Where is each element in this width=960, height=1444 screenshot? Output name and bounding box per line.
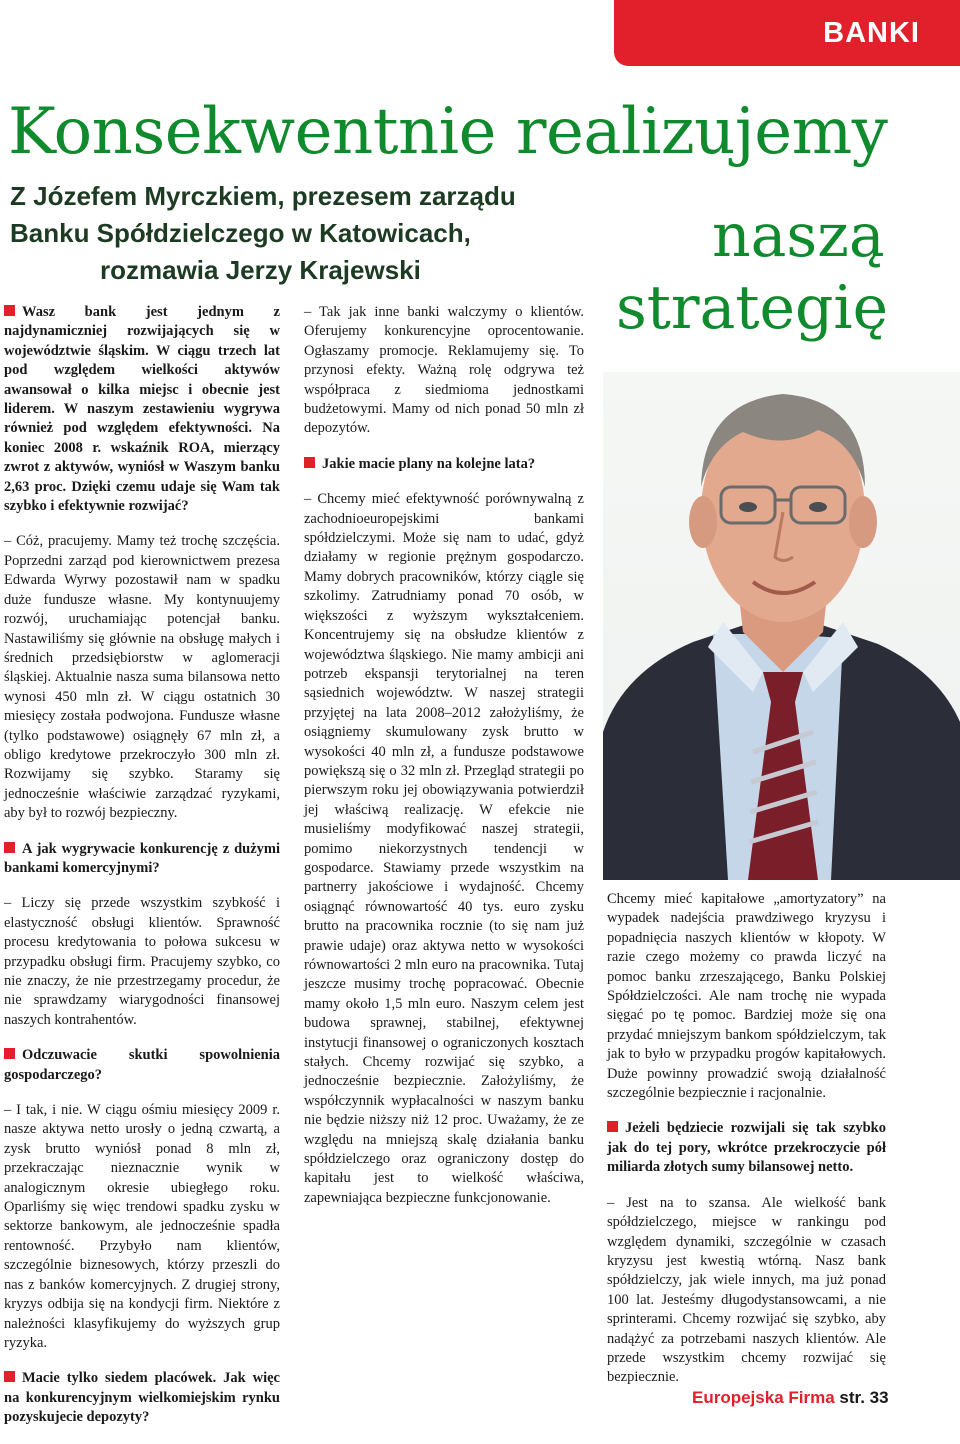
answer: – Tak jak inne banki walczymy o klientów. Oferujemy konkurencyjne oprocentowanie. Ogłaszamy promocje. Reklamujemy się. To przynosi efekty. Ważną rolę odgrywa też współpraca z siedmioma jednostkami budżetowymi. Mamy od nich ponad 50 mln zł depozytów. <box>304 304 584 437</box>
section-tab <box>614 0 960 66</box>
answer: Chcemy mieć kapitałowe „amortyzatory” na wypadek nadejścia prawdziwego kryzysu i popadnięcia naszych klientów w kłopoty. W razie czego możemy co prawda liczyć na pomoc banku zrzeszającego, Banku Polskiej Spółdzielczości. Ale nam trochę nie wypada sięgać po tę pomoc. Bardziej może się ona przydać mniejszym bankom spółdzielczym, tak jak to było w przypadku progów kapitałowych. Duże powinny prowadzić swoją działalność szczególnie bezpiecznie i racjonalnie. <box>607 891 886 1102</box>
article-column-3 <box>607 890 886 1404</box>
article-column-2 <box>304 303 584 1224</box>
headline-line-2: naszą <box>712 201 885 271</box>
answer: – Chcemy mieć efektywność porównywalną z zachodnioeuropejskimi bankami spółdzielczymi. Może się nam to udać, gdyż działamy w regionie prężnym gospodarczo. Mamy dobrych pracowników, którzy ciągle się szkolimy. Zatrudniamy ponad 70 osób, w większości z wyższym wykształceniem. Koncentrujemy się na obsłudze klientów z województwa śląskiego. Nie mamy ambicji ani potrzeb ekspansji terytorialnej na teren sąsiednich województw. W naszej strategii przyjętej na lata 2008–2012 założyliśmy, że osiągniemy skumulowany zysk brutto w wysokości 40 mln zł, a fundusze podstawowe powiększą się o 32 mln zł. Przegląd strategii po pierwszym roku jej obowiązywania potwierdził jej właściwą realizację. W efekcie nie musieliśmy modyfikować naszej strategii, pomimo niekorzystnych tendencji w gospodarce. Stawiamy przede wszystkim na partnerry jakościowe i wydajność. Chcemy osiągnąć równowartość 40 tys. euro zysku brutto na pracownika rocznie (to się nam już prawie udaje) oraz aktywa netto w wysokości równowartości 2 mln euro na pracownika. Tutaj jeszcze musimy trochę popracować. Obecnie mamy około 1,5 mln euro. Naszym celem jest budowa sprawnej, stabilnej, efektywnej instytucji finansowej o ograniczonych kosztach stałych. Chcemy rozwijać się szybko, a jednocześnie bezpiecznie. Założyliśmy, że współczynnik wypłacalności w naszym banku nie będzie niższy niż 12 proc. Uważamy, że ze względu na mniejszą skalę działania banku spółdzielczego oraz ograniczony dostęp do kapitału jest to wielkość właściwa, zapewniająca bezpieczne funkcjonowanie. <box>304 491 584 1206</box>
headline-line-3: strategię <box>616 273 889 343</box>
question-marker-icon <box>4 1371 15 1382</box>
section-label: BANKI <box>823 16 920 49</box>
question: Macie tylko siedem placówek. Jak więc na konkurencyjnym wielkomiejskim rynku pozyskujecie depozyty? <box>4 1370 280 1426</box>
question: Jeżeli będziecie rozwijali się tak szybko jak do tej pory, wkrótce przekroczycie pół miliarda złotych sumy bilansowej netto. <box>607 1120 886 1176</box>
question: Odczuwacie skutki spowolnienia gospodarczego? <box>4 1047 280 1083</box>
subhead-line-3: rozmawia Jerzy Krajewski <box>100 255 421 285</box>
question: Wasz bank jest jednym z najdynamiczniej rozwijających się w województwie śląskim. W ciągu trzech lat pod względem wielkości aktywów awansował o kilka miejsc i obecnie jest liderem. W naszym zestawieniu wygrywa również pod względem efektywności. Na koniec 2008 r. wskaźnik ROA, mierzący zwrot z aktywów, wyniósł w Waszym banku 2,63 proc. Dzięki czemu udaje się Wam tak szybko i efektywnie rozwijać? <box>4 304 280 515</box>
portrait-illustration <box>603 372 960 880</box>
question-marker-icon <box>4 842 15 853</box>
page-number: str. 33 <box>839 1388 889 1407</box>
page-footer <box>692 1388 889 1408</box>
answer: – Jest na to szansa. Ale wielkość bank spółdzielczego, miejsce w rankingu pod względem dynamiki, szczególnie w czasach kryzysu jest kwestią wtórną. Nasz bank spółdzielczy, jak wiele innych, ma już ponad 100 lat. Jesteśmy długodystansowcami, a nie sprinterami. Chcemy rozwijać się szybko, aby nadążyć za potrzebami naszych klientów. Ale przede wszystkim chcemy rozwijać się bezpiecznie. <box>607 1194 886 1386</box>
magazine-name: Europejska Firma <box>692 1388 835 1407</box>
answer: – I tak, i nie. W ciągu ośmiu miesięcy 2009 r. nasze aktywa netto urosły o jedną czwartą, a zysk brutto wyniósł ponad 8 mln zł, przekraczając nieznacznie wynik w analogicznym okresie ubiegłego roku. Oparliśmy się więc trendowi spadku zysku w sektorze bankowym, ale jednocześnie spadła rentowność. Przybyło nam klientów, szczególnie biznesowych, którzy przeszli do nas z banków komercyjnych. Z drugiej strony, kryzys odbija się na kondycji firm. Niektóre z należności klasyfikujemy do wyższych grup ryzyka. <box>4 1102 280 1351</box>
question-marker-icon <box>607 1121 618 1132</box>
subhead-line-1: Z Józefem Myrczkiem, prezesem zarządu <box>10 181 516 211</box>
answer: – Liczy się przede wszystkim szybkość i elastyczność obsługi klientów. Sprawność procesu kredytowania to połowa sukcesu w przypadku obsługi firm. Pracujemy szybko, co nie znaczy, że nie przestrzegamy procedur, że nie sprawdzamy wiarygodności finansowej naszych kontrahentów. <box>4 895 280 1028</box>
question: Jakie macie plany na kolejne lata? <box>304 455 584 474</box>
portrait-photo <box>603 372 960 880</box>
headline-line-1: Konsekwentnie realizujemy <box>8 95 888 169</box>
question-marker-icon <box>4 1048 15 1059</box>
question-marker-icon <box>304 457 315 468</box>
question: A jak wygrywacie konkurencję z dużymi bankami komercyjnymi? <box>4 840 280 876</box>
answer: – Cóż, pracujemy. Mamy też trochę szczęścia. Poprzedni zarząd pod kierownictwem prezesa Edwarda Wyrwy pozostawił nam w spadku duże fundusze własne. My kontynuujemy rozwój, uruchamiając potencjał banku. Nastawiliśmy się głównie na obsługę małych i średnich przedsiębiorstw w aglomeracji śląskiej. Aktualnie nasza suma bilansowa netto wynosi 450 mln zł. W ciągu ostatnich 30 miesięcy została podwojona. Fundusze własne (tylko podstawowe) osiągnęły 67 mln zł, a obligo kredytowe przekroczyło 300 mln zł. Rozwijamy się szybko. Staramy się jednocześnie właściwie zarządzać ryzykami, aby był to rozwój bezpieczny. <box>4 533 280 822</box>
question-marker-icon <box>4 305 15 316</box>
subhead-line-2: Banku Spółdzielczego w Katowicach, <box>10 218 471 248</box>
article-column-1 <box>4 303 280 1444</box>
